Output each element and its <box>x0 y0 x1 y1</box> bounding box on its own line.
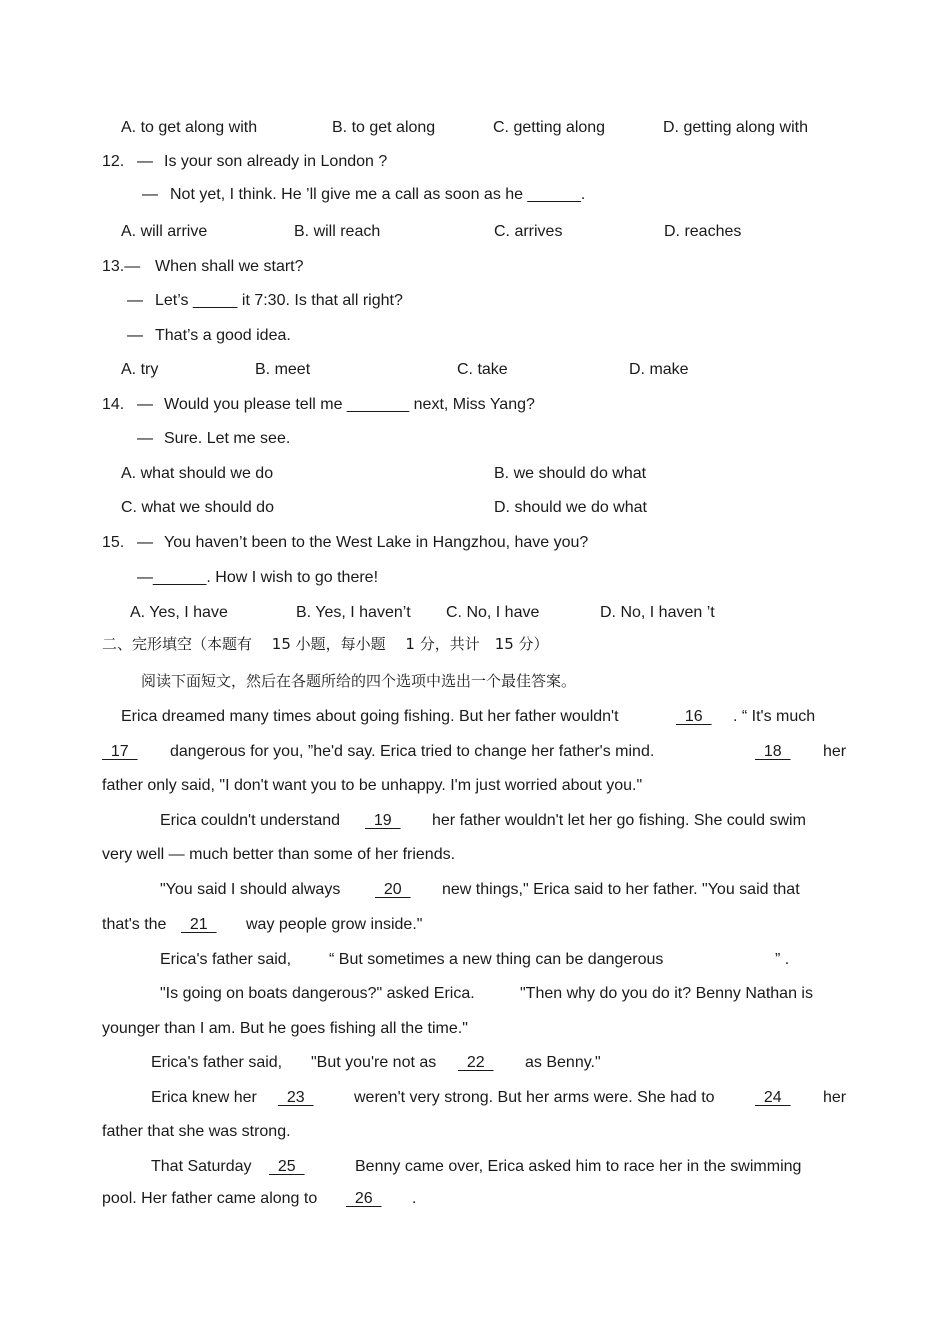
q14-line-2: Sure. Let me see. <box>164 430 291 447</box>
q12-number: 12. <box>102 153 125 170</box>
passage-text: new things," Erica said to her father. "You said that <box>442 881 800 898</box>
passage-text: weren't very strong. But her arms were. She had to <box>354 1089 715 1106</box>
passage-text: pool. Her father came along to <box>102 1190 318 1207</box>
q13-dash-3: — <box>127 327 143 344</box>
passage-text: "Is going on boats dangerous?" asked Erica. <box>160 985 475 1002</box>
q13-option-c: C. take <box>457 361 508 378</box>
passage-text: Erica dreamed many times about going fishing. But her father wouldn't <box>121 708 619 725</box>
q15-option-c: C. No, I have <box>446 604 540 621</box>
q12-option-c: C. arrives <box>494 223 563 240</box>
q13-dash-2: — <box>127 292 143 309</box>
q11-option-a: A. to get along with <box>121 119 258 136</box>
passage-text: “ But sometimes a new thing can be dangerous <box>329 951 664 968</box>
blank-26: 26 <box>346 1190 382 1207</box>
q13-option-b: B. meet <box>255 361 311 378</box>
q15-line-1: You haven’t been to the West Lake in Hangzhou, have you? <box>164 534 589 551</box>
q14-option-a: A. what should we do <box>121 465 274 482</box>
q15-option-b: B. Yes, I haven’t <box>296 604 411 621</box>
passage-text: That Saturday <box>151 1158 252 1175</box>
q11-option-b: B. to get along <box>332 119 436 136</box>
q14-option-c: C. what we should do <box>121 499 274 516</box>
q15-option-d: D. No, I haven ’t <box>600 604 715 621</box>
q12-dash-2: — <box>142 186 158 203</box>
blank-24: 24 <box>755 1089 791 1106</box>
section-heading: 二、完形填空（本题有 15 小题，每小题 1 分，共计 15 分） <box>102 635 549 653</box>
q11-option-d: D. getting along with <box>663 119 808 136</box>
q12-option-b: B. will reach <box>294 223 381 240</box>
q13-option-a: A. try <box>121 361 159 378</box>
q12-option-a: A. will arrive <box>121 223 208 240</box>
q15-option-a: A. Yes, I have <box>130 604 228 621</box>
q13-line-3: That’s a good idea. <box>155 327 291 344</box>
q14-dash-2: — <box>137 430 153 447</box>
q12-line-1: Is your son already in London ? <box>164 153 388 170</box>
passage-text: . “ It's much <box>733 708 816 725</box>
blank-25: 25 <box>269 1158 305 1175</box>
q13-line-2: Let’s _____ it 7:30. Is that all right? <box>155 292 403 309</box>
passage-text: Benny came over, Erica asked him to race her in the swimming <box>355 1158 802 1175</box>
passage-text: her father wouldn't let her go fishing. She could swim <box>432 812 806 829</box>
blank-16: 16 <box>676 708 712 725</box>
q14-option-d: D. should we do what <box>494 499 647 516</box>
passage-text: younger than I am. But he goes fishing all the time." <box>102 1020 468 1037</box>
blank-17: 17 <box>102 743 138 760</box>
passage-text: . <box>412 1190 417 1207</box>
passage-text: that's the <box>102 916 167 933</box>
passage-text: "You said I should always <box>160 881 341 898</box>
passage-text: very well — much better than some of her friends. <box>102 846 456 863</box>
passage-text: Erica's father said, <box>151 1054 283 1071</box>
passage-text: father that she was strong. <box>102 1123 291 1140</box>
q15-line-2: —______. How I wish to go there! <box>137 569 379 586</box>
q15-number: 15. <box>102 534 125 551</box>
q15-dash-1: — <box>137 534 153 551</box>
q12-line-2: Not yet, I think. He ’ll give me a call as soon as he ______. <box>170 186 586 203</box>
passage-text: "Then why do you do it? Benny Nathan is <box>520 985 813 1002</box>
passage-text: Erica couldn't understand <box>160 812 341 829</box>
q11-option-c: C. getting along <box>493 119 606 136</box>
passage-text: ” . <box>775 951 790 968</box>
q13-option-d: D. make <box>629 361 689 378</box>
q13-number: 13.— <box>102 258 141 275</box>
passage-text: "But you're not as <box>311 1054 437 1071</box>
passage-text: her <box>823 743 847 760</box>
blank-22: 22 <box>458 1054 494 1071</box>
passage-text: way people grow inside." <box>246 916 423 933</box>
q12-option-d: D. reaches <box>664 223 742 240</box>
passage-text: as Benny." <box>525 1054 601 1071</box>
q12-dash-1: — <box>137 153 153 170</box>
section-instruction: 阅读下面短文，然后在各题所给的四个选项中选出一个最佳答案。 <box>141 672 577 690</box>
blank-18: 18 <box>755 743 791 760</box>
passage-text: her <box>823 1089 847 1106</box>
q14-line-1: Would you please tell me _______ next, Miss Yang? <box>164 396 535 413</box>
blank-19: 19 <box>365 812 401 829</box>
passage-text: Erica knew her <box>151 1089 257 1106</box>
q14-option-b: B. we should do what <box>494 465 647 482</box>
blank-20: 20 <box>375 881 411 898</box>
passage-text: dangerous for you, ”he'd say. Erica tried to change her father's mind. <box>170 743 655 760</box>
q14-dash-1: — <box>137 396 153 413</box>
blank-21: 21 <box>181 916 217 933</box>
blank-23: 23 <box>278 1089 314 1106</box>
passage-text: father only said, "I don't want you to be unhappy. I'm just worried about you." <box>102 777 643 794</box>
q13-line-1: When shall we start? <box>155 258 304 275</box>
passage-text: Erica's father said, <box>160 951 292 968</box>
q14-number: 14. <box>102 396 125 413</box>
